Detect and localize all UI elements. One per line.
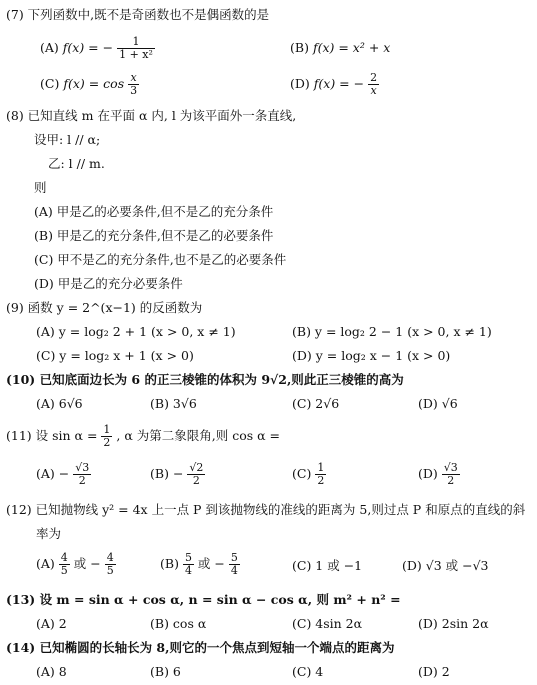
q12-b-fraction2 <box>229 552 240 577</box>
q7-a-label: (A) <box>40 40 59 55</box>
q12-option-d: (D) √3 或 −√3 <box>402 558 489 573</box>
q8-option-b: (B) 甲是乙的充分条件,但不是乙的必要条件 <box>34 228 274 243</box>
q11-d-num: √3 <box>443 461 458 474</box>
q8-option-c: (C) 甲不是乙的充分条件,也不是乙的必要条件 <box>34 252 287 267</box>
q12-a-num2: 4 <box>106 551 114 564</box>
q12-a-mid: 或 − <box>73 556 101 571</box>
q11-stem <box>6 424 280 449</box>
q11-a-den: 2 <box>78 474 86 487</box>
q11-stem-fraction <box>101 424 112 449</box>
q12-b-label: (B) <box>160 556 179 571</box>
q11-option-d <box>418 462 460 487</box>
q11-b-sign: − <box>172 466 184 481</box>
q8-ze: 则 <box>34 180 47 195</box>
q7-c-den: 3 <box>130 84 138 97</box>
q11-stem-num: 1 <box>103 423 111 436</box>
q7-d-label: (D) <box>290 76 310 91</box>
q11-a-sign: − <box>58 466 70 481</box>
q11-stem-post: , α 为第二象限角,则 cos α = <box>116 428 281 443</box>
q11-c-label: (C) <box>292 466 312 481</box>
q12-a-den1: 5 <box>60 564 68 577</box>
q7-option-b <box>290 40 390 56</box>
q11-d-den: 2 <box>447 474 455 487</box>
q11-b-num: √2 <box>189 461 204 474</box>
q9-option-b: (B) y = log₂ 2 − 1 (x > 0, x ≠ 1) <box>292 324 492 339</box>
q8-option-a: (A) 甲是乙的必要条件,但不是乙的充分条件 <box>34 204 274 219</box>
q9-option-c: (C) y = log₂ x + 1 (x > 0) <box>36 348 194 363</box>
q12-a-den2: 5 <box>106 564 114 577</box>
q11-b-label: (B) <box>150 466 169 481</box>
q12-a-fraction1 <box>59 552 70 577</box>
q7-option-c <box>40 72 139 97</box>
q11-d-fraction <box>442 462 460 487</box>
q8-jia: 设甲: l // α; <box>34 132 101 147</box>
q12-option-c: (C) 1 或 −1 <box>292 558 363 573</box>
q7-d-num: 2 <box>370 71 378 84</box>
q12-b-num1: 5 <box>184 551 192 564</box>
q11-c-den: 2 <box>317 474 325 487</box>
q9-stem: (9) 函数 y = 2^(x−1) 的反函数为 <box>6 300 203 315</box>
q7-c-fraction <box>128 72 139 97</box>
q12-b-den1: 4 <box>184 564 192 577</box>
q8-option-d: (D) 甲是乙的充分必要条件 <box>34 276 183 291</box>
q14-option-b: (B) 6 <box>150 664 181 679</box>
q11-a-fraction <box>73 462 91 487</box>
q12-stem-line2: 率为 <box>36 526 62 541</box>
q8-stem: (8) 已知直线 m 在平面 α 内, l 为该平面外一条直线, <box>6 108 297 123</box>
q10-stem: (10) 已知底面边长为 6 的正三棱锥的体积为 9√2,则此正三棱锥的高为 <box>6 372 404 387</box>
q13-stem: (13) 设 m = sin α + cos α, n = sin α − cos α, 则 m² + n² = <box>6 592 401 607</box>
q14-option-a: (A) 8 <box>36 664 67 679</box>
q11-a-num: √3 <box>75 461 90 474</box>
q13-option-b: (B) cos α <box>150 616 207 631</box>
q7-stem: (7) 下列函数中,既不是奇函数也不是偶函数的是 <box>6 7 270 22</box>
q12-b-fraction1 <box>183 552 194 577</box>
q12-stem-line1: (12) 已知抛物线 y² = 4x 上一点 P 到该抛物线的准线的距离为 5,则过点 P 和原点的直线的斜 <box>6 502 526 517</box>
q11-stem-den: 2 <box>103 436 111 449</box>
q7-d-den: x <box>370 84 377 97</box>
q7-b-label: (B) <box>290 40 309 55</box>
q12-option-b <box>160 552 240 577</box>
q7-c-lhs: f(x) = cos <box>63 76 125 91</box>
q11-b-fraction <box>187 462 205 487</box>
q10-option-c: (C) 2√6 <box>292 396 340 411</box>
q7-a-lhs: f(x) = − <box>62 40 114 55</box>
q12-b-den2: 4 <box>230 564 238 577</box>
q14-option-d: (D) 2 <box>418 664 450 679</box>
q12-option-a <box>36 552 116 577</box>
q7-d-fraction <box>368 72 379 97</box>
q11-b-den: 2 <box>192 474 200 487</box>
q11-option-b <box>150 462 205 487</box>
q13-option-a: (A) 2 <box>36 616 67 631</box>
q7-c-label: (C) <box>40 76 60 91</box>
q9-option-a: (A) y = log₂ 2 + 1 (x > 0, x ≠ 1) <box>36 324 236 339</box>
q11-option-c <box>292 462 326 487</box>
q7-d-lhs: f(x) = − <box>313 76 365 91</box>
q12-a-num1: 4 <box>60 551 68 564</box>
q7-a-num: 1 <box>117 36 155 49</box>
q12-b-num2: 5 <box>230 551 238 564</box>
q11-c-fraction <box>315 462 326 487</box>
q10-option-d: (D) √6 <box>418 396 458 411</box>
q7-c-num: x <box>128 72 139 85</box>
q11-a-label: (A) <box>36 466 55 481</box>
q13-option-d: (D) 2sin 2α <box>418 616 489 631</box>
q14-option-c: (C) 4 <box>292 664 324 679</box>
q7-option-a <box>40 36 155 61</box>
q10-option-b: (B) 3√6 <box>150 396 197 411</box>
q13-option-c: (C) 4sin 2α <box>292 616 363 631</box>
q11-c-num: 1 <box>317 461 325 474</box>
q9-option-d: (D) y = log₂ x − 1 (x > 0) <box>292 348 451 363</box>
q7-b-text: f(x) = x² + x <box>312 40 391 55</box>
q7-a-fraction <box>117 36 155 61</box>
q12-b-mid: 或 − <box>197 556 225 571</box>
q7-a-den: 1 + x² <box>119 48 153 61</box>
q8-yi: 乙: l // m. <box>48 156 105 171</box>
q11-d-label: (D) <box>418 466 438 481</box>
q12-a-fraction2 <box>105 552 116 577</box>
q11-stem-pre: (11) 设 sin α = <box>6 428 98 443</box>
q10-option-a: (A) 6√6 <box>36 396 83 411</box>
q7-option-d <box>290 72 379 97</box>
q12-a-label: (A) <box>36 556 55 571</box>
q14-stem: (14) 已知椭圆的长轴长为 8,则它的一个焦点到短轴一个端点的距离为 <box>6 640 395 655</box>
q11-option-a <box>36 462 91 487</box>
